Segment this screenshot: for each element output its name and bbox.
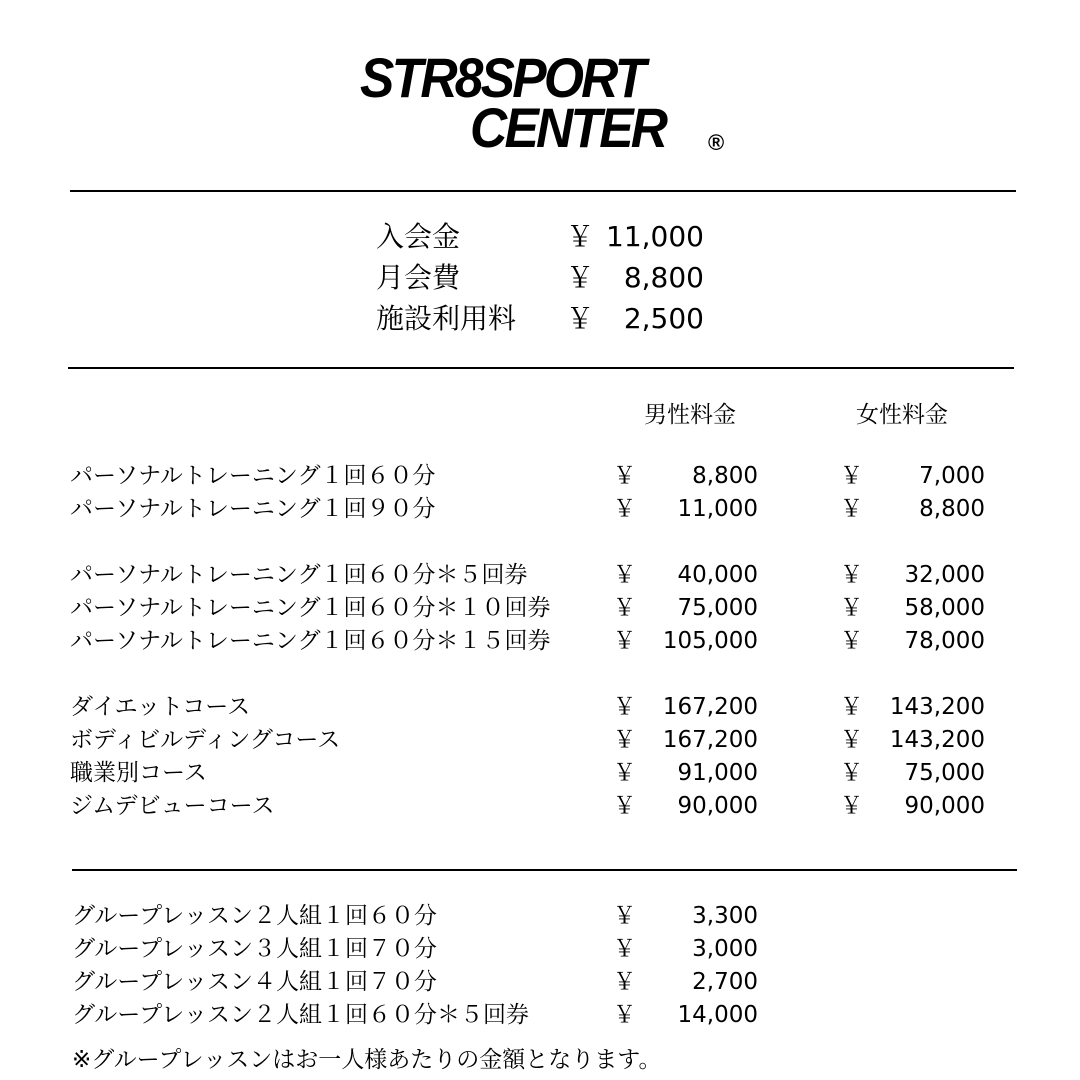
group-price-row [72, 999, 1002, 1032]
male-price: 167,200 [662, 694, 758, 720]
male-price: 105,000 [662, 628, 758, 654]
group-lesson-name: グループレッスン２人組１回６０分 [72, 903, 438, 929]
group-lesson-name: グループレッスン３人組１回７０分 [72, 936, 438, 962]
yen-symbol: ￥ [613, 903, 636, 929]
female-price: 75,000 [904, 760, 985, 786]
course-name: ボディビルディングコース [70, 727, 341, 753]
yen-symbol: ￥ [566, 261, 595, 294]
course-name: パーソナルトレーニング１回６０分＊５回券 [70, 562, 528, 588]
male-price: 8,800 [692, 463, 758, 489]
group-price: 14,000 [677, 1002, 758, 1028]
yen-symbol: ￥ [613, 936, 636, 962]
group-price-row [72, 933, 1002, 966]
price-row [70, 757, 1000, 790]
fee-label: 月会費 [376, 261, 461, 294]
registered-mark: ® [708, 130, 725, 155]
course-name: 職業別コース [70, 760, 207, 786]
group-lesson-name: グループレッスン４人組１回７０分 [72, 969, 438, 995]
yen-symbol: ￥ [840, 463, 863, 489]
female-price: 8,800 [919, 496, 985, 522]
fee-row-facility [376, 298, 716, 339]
yen-symbol: ￥ [840, 694, 863, 720]
fee-amount: 8,800 [623, 261, 704, 294]
fee-amount: 2,500 [623, 302, 704, 335]
female-price: 32,000 [904, 562, 985, 588]
fee-row-enrollment [376, 216, 716, 257]
yen-symbol: ￥ [840, 793, 863, 819]
yen-symbol: ￥ [613, 628, 636, 654]
column-header-male: 男性料金 [644, 402, 736, 428]
male-price: 11,000 [677, 496, 758, 522]
price-row [70, 724, 1000, 757]
male-price: 91,000 [677, 760, 758, 786]
price-row [70, 460, 1000, 493]
yen-symbol: ￥ [840, 628, 863, 654]
yen-symbol: ￥ [613, 595, 636, 621]
yen-symbol: ￥ [613, 1002, 636, 1028]
logo-text-line2: CENTER [470, 96, 666, 159]
female-price: 143,200 [889, 727, 985, 753]
course-name: ジムデビューコース [70, 793, 275, 819]
course-name: パーソナルトレーニング１回６０分＊１０回券 [70, 595, 551, 621]
fee-amount: 11,000 [606, 220, 704, 253]
female-price: 78,000 [904, 628, 985, 654]
group-price-row [72, 900, 1002, 933]
membership-fees [376, 216, 716, 339]
group-price: 3,000 [692, 936, 758, 962]
yen-symbol: ￥ [566, 302, 595, 335]
price-row [70, 493, 1000, 526]
group-price: 3,300 [692, 903, 758, 929]
yen-symbol: ￥ [613, 727, 636, 753]
course-name: パーソナルトレーニング１回６０分 [70, 463, 436, 489]
female-price: 143,200 [889, 694, 985, 720]
male-price: 167,200 [662, 727, 758, 753]
price-row [70, 592, 1000, 625]
yen-symbol: ￥ [613, 496, 636, 522]
female-price: 90,000 [904, 793, 985, 819]
yen-symbol: ￥ [613, 760, 636, 786]
course-name: パーソナルトレーニング１回６０分＊１５回券 [70, 628, 551, 654]
price-row [70, 625, 1000, 658]
yen-symbol: ￥ [613, 969, 636, 995]
divider-middle [68, 367, 1014, 369]
fee-label: 施設利用料 [376, 302, 517, 335]
male-price: 75,000 [677, 595, 758, 621]
logo-text-line1: STR8SPORT [360, 46, 644, 109]
yen-symbol: ￥ [613, 793, 636, 819]
yen-symbol: ￥ [840, 760, 863, 786]
fee-row-monthly [376, 257, 716, 298]
fee-label: 入会金 [376, 220, 461, 253]
yen-symbol: ￥ [566, 220, 595, 253]
divider-top [70, 190, 1016, 192]
male-price: 40,000 [677, 562, 758, 588]
female-price: 7,000 [919, 463, 985, 489]
brand-logo [352, 46, 732, 160]
yen-symbol: ￥ [840, 727, 863, 753]
yen-symbol: ￥ [613, 694, 636, 720]
yen-symbol: ￥ [840, 562, 863, 588]
yen-symbol: ￥ [613, 463, 636, 489]
price-row [70, 691, 1000, 724]
price-row [70, 790, 1000, 823]
divider-bottom [72, 869, 1017, 871]
group-lesson-name: グループレッスン２人組１回６０分＊５回券 [72, 1002, 530, 1028]
group-lesson-note: ※グループレッスンはお一人様あたりの金額となります。 [72, 1047, 662, 1073]
price-row [70, 559, 1000, 592]
group-price: 2,700 [692, 969, 758, 995]
course-name: パーソナルトレーニング１回９０分 [70, 496, 436, 522]
course-name: ダイエットコース [70, 694, 251, 720]
male-price: 90,000 [677, 793, 758, 819]
yen-symbol: ￥ [840, 496, 863, 522]
group-price-row [72, 966, 1002, 999]
yen-symbol: ￥ [613, 562, 636, 588]
column-header-female: 女性料金 [856, 402, 948, 428]
yen-symbol: ￥ [840, 595, 863, 621]
female-price: 58,000 [904, 595, 985, 621]
